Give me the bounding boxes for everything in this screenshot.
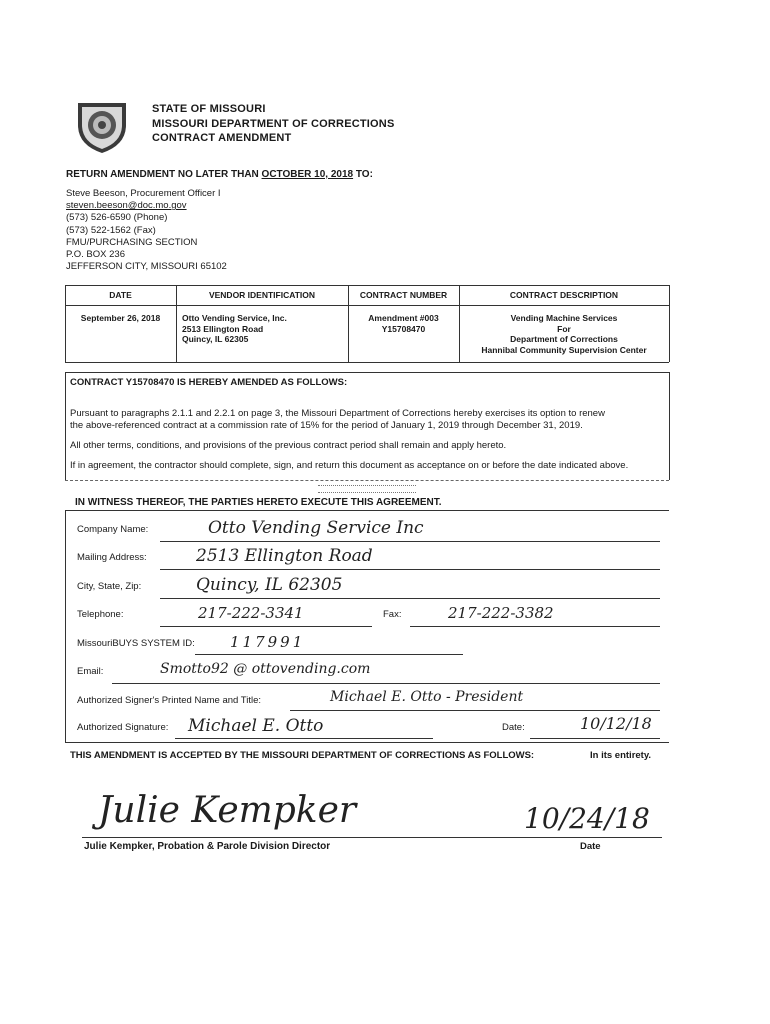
missouribuys-label: MissouriBUYS SYSTEM ID: <box>77 638 195 649</box>
contact-po-box: P.O. BOX 236 <box>66 249 125 261</box>
th-contract-number: CONTRACT NUMBER <box>359 290 448 300</box>
contact-email[interactable]: steven.beeson@doc.mo.gov <box>66 200 187 212</box>
amendment-paragraph-3: If in agreement, the contractor should complete, sign, and return this document as acceptance on or before the date indicated above. <box>70 460 629 471</box>
contact-section: FMU/PURCHASING SECTION <box>66 236 198 248</box>
header-state: STATE OF MISSOURI <box>152 103 266 115</box>
email-label: Email: <box>77 666 104 677</box>
contact-block <box>66 188 227 273</box>
missouribuys-value[interactable]: 117991 <box>230 633 306 651</box>
return-notice: RETURN AMENDMENT NO LATER THAN OCTOBER 10, 2018 TO: <box>66 169 373 180</box>
telephone-value[interactable]: 217-222-3341 <box>198 604 304 622</box>
amendment-title: CONTRACT Y15708470 IS HEREBY AMENDED AS FOLLOWS: <box>70 377 348 388</box>
return-date: OCTOBER 10, 2018 <box>261 169 354 180</box>
company-label: Company Name: <box>77 524 149 535</box>
telephone-label: Telephone: <box>77 609 124 620</box>
witness-title: IN WITNESS THEREOF, THE PARTIES HERETO EXECUTE THIS AGREEMENT. <box>75 497 442 508</box>
th-vendor: VENDOR IDENTIFICATION <box>208 290 316 300</box>
date-label: Date: <box>502 722 525 733</box>
header-department: MISSOURI DEPARTMENT OF CORRECTIONS <box>152 118 395 130</box>
fax-label: Fax: <box>383 609 402 620</box>
director-date-label: Date <box>580 841 601 852</box>
signer-label: Authorized Signer's Printed Name and Title: <box>77 695 261 706</box>
company-value[interactable]: Otto Vending Service Inc <box>208 518 424 538</box>
email-value[interactable]: Smotto92 @ ottovending.com <box>160 661 371 677</box>
th-date: DATE <box>109 290 132 300</box>
cell-date: September 26, 2018 <box>80 313 161 323</box>
acceptance-title: THIS AMENDMENT IS ACCEPTED BY THE MISSOURI DEPARTMENT OF CORRECTIONS AS FOLLOWS: <box>70 750 535 761</box>
mailing-label: Mailing Address: <box>77 552 147 563</box>
acceptance-scope: In its entirety. <box>590 750 652 761</box>
contact-city: JEFFERSON CITY, MISSOURI 65102 <box>66 261 227 273</box>
director-sign-date[interactable]: 10/24/18 <box>524 802 650 835</box>
signature-label: Authorized Signature: <box>77 722 169 733</box>
date-value[interactable]: 10/12/18 <box>580 714 652 733</box>
divider <box>318 485 416 493</box>
fax-value[interactable]: 217-222-3382 <box>448 604 554 622</box>
director-name-title: Julie Kempker, Probation & Parole Division Director <box>84 841 331 852</box>
director-signature[interactable]: Julie Kempker <box>98 790 357 831</box>
vendor-signature[interactable]: Michael E. Otto <box>188 716 324 736</box>
amendment-paragraph-2: All other terms, conditions, and provisions of the previous contract period shall remain and apply hereto. <box>70 440 507 451</box>
mailing-value[interactable]: 2513 Ellington Road <box>196 546 373 566</box>
th-description: CONTRACT DESCRIPTION <box>509 290 619 300</box>
state-seal-icon <box>72 95 132 155</box>
cell-vendor: Otto Vending Service, Inc. 2513 Ellington Road Quincy, IL 62305 <box>182 313 287 344</box>
contact-name: Steve Beeson, Procurement Officer I <box>66 188 221 199</box>
header-doc-type: CONTRACT AMENDMENT <box>152 132 292 144</box>
contact-fax: (573) 522-1562 (Fax) <box>66 224 156 236</box>
city-value[interactable]: Quincy, IL 62305 <box>196 575 343 595</box>
contact-phone: (573) 526-6590 (Phone) <box>66 212 168 224</box>
amendment-paragraph-1: Pursuant to paragraphs 2.1.1 and 2.2.1 on page 3, the Missouri Department of Corrections hereby exercises its option to renew the above-referenced contract at a commission rate of 15% for the period of January 1, 2019 through December 31, 2019. <box>70 408 605 431</box>
signer-value[interactable]: Michael E. Otto - President <box>330 689 524 705</box>
city-label: City, State, Zip: <box>77 581 142 592</box>
cell-contract-number: Amendment #003 Y15708470 <box>368 313 439 334</box>
cell-description: Vending Machine Services For Department of Corrections Hannibal Community Supervision Center <box>481 313 647 355</box>
